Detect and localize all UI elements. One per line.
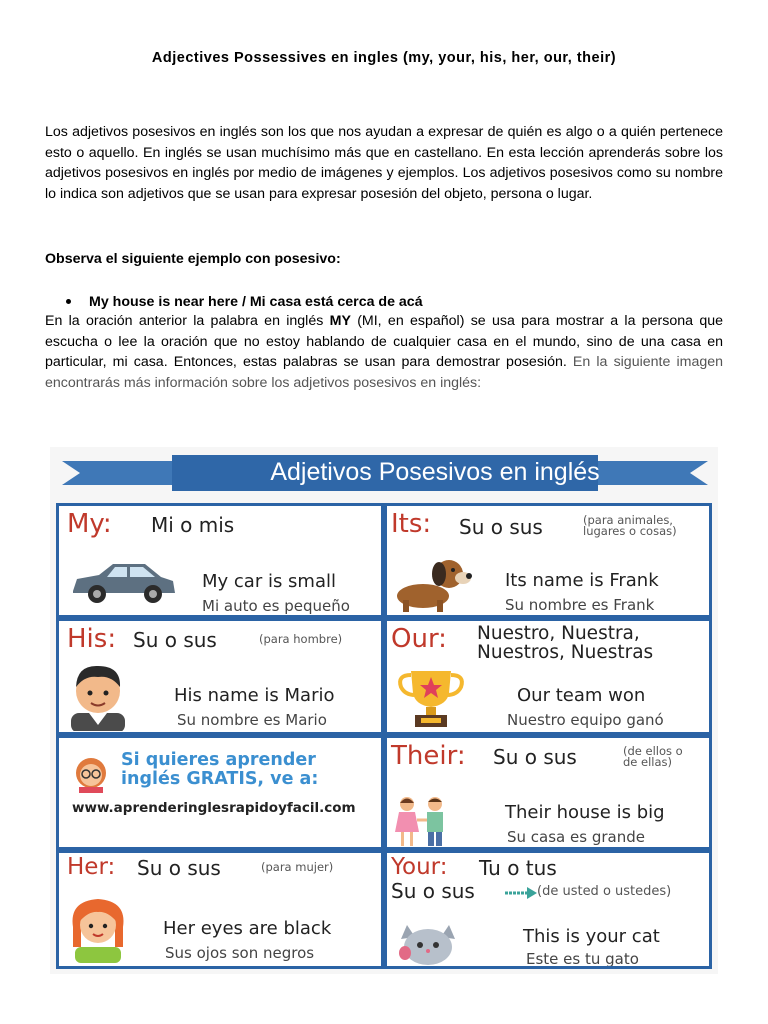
meaning-its: Su o sus (459, 515, 543, 539)
explanation-paragraph (45, 311, 723, 393)
example-our: Our team won (517, 685, 646, 706)
car-icon (69, 559, 179, 609)
pronoun-his: His: (67, 624, 117, 654)
banner-title: Adjetivos Posesivos en inglés (270, 458, 600, 486)
meaning-her: Su o sus (137, 856, 221, 880)
cell-your (387, 853, 709, 966)
cat-icon (393, 919, 463, 965)
note-its-2: lugares o cosas) (583, 524, 677, 538)
pronoun-your: Your: (391, 854, 448, 880)
dog-icon (391, 558, 477, 614)
pronoun-my: My: (67, 509, 112, 539)
couple-icon (389, 794, 455, 847)
meaning-your: Tu o tus (479, 856, 557, 880)
arrow-icon (505, 887, 537, 899)
explanation-text-1: En la oración anterior la palabra en inglés (45, 313, 330, 329)
bullet-dot (66, 299, 71, 304)
explanation-text-3: En la siguiente imagen encontrarás más información sobre los adjetivos posesivos en inglés: (45, 354, 724, 391)
cell-his (59, 621, 381, 732)
translation-my: Mi auto es pequeño (202, 597, 350, 615)
possessive-adjectives-infographic (50, 447, 718, 974)
promo-line-1: Si quieres aprender (121, 750, 316, 770)
bullet-text: My house is near here / Mi casa está cerca de acá (89, 294, 423, 310)
meaning-their: Su o sus (493, 745, 577, 769)
intro-paragraph: Los adjetivos posesivos en inglés son los que nos ayudan a expresar de quién es algo o a quién pertenece esto o aquello. En inglés se usan muchísimo más que en castellano. En esta lección aprenderás sobre los adjetivos posesivos en inglés por medio de imágenes y ejemplos. Los adjetivos posesivos como su nombre lo indica son adjetivos que se usan para expresar posesión del objeto, persona o lugar. (45, 124, 723, 202)
trophy-icon (395, 667, 467, 729)
note-her: (para mujer) (261, 860, 334, 874)
pronoun-their: Their: (391, 741, 466, 771)
cell-its (387, 506, 709, 615)
example-bullet (66, 294, 423, 310)
pronoun-its: Its: (391, 509, 432, 539)
note-his: (para hombre) (259, 632, 343, 646)
example-her: Her eyes are black (163, 918, 332, 939)
meaning-his: Su o sus (133, 628, 217, 652)
translation-our: Nuestro equipo ganó (507, 711, 664, 729)
meaning-my: Mi o mis (151, 513, 235, 537)
explanation-text-2: (MI, en español) se usa para mostrar a la persona que escucha o lee la oración que no estoy hablando de cualquier casa en el mundo, sino de una casa en particular, mi casa. Entonces, estas palabras se usan para demostrar posesión. (45, 313, 723, 370)
promo-url[interactable]: www.aprenderinglesrapidoyfacil.com (72, 800, 356, 816)
note-their-2: de ellas) (623, 755, 673, 769)
cell-her (59, 853, 381, 966)
example-its: Its name is Frank (505, 570, 659, 591)
example-my: My car is small (202, 571, 336, 592)
document-title: Adjectives Possessives en ingles (my, your, his, her, our, their) (151, 50, 617, 66)
note-its-1: (para animales, (583, 513, 673, 527)
meaning-your-2: Su o sus (391, 879, 475, 903)
example-your: This is your cat (523, 926, 660, 947)
pronoun-our: Our: (391, 624, 447, 654)
cell-their (387, 738, 709, 847)
cell-my (59, 506, 381, 615)
translation-her: Sus ojos son negros (165, 944, 315, 962)
translation-its: Su nombre es Frank (505, 596, 655, 614)
infographic-grid (56, 503, 712, 969)
girl-glasses-icon (71, 753, 111, 793)
meaning-our-1: Nuestro, Nuestra, (477, 623, 640, 644)
redhead-girl-icon (65, 893, 131, 963)
cell-our (387, 621, 709, 732)
cell-promo (59, 738, 381, 847)
meaning-our-2: Nuestros, Nuestras (477, 642, 654, 663)
note-your: (de usted o ustedes) (537, 884, 672, 899)
explanation-my: MY (329, 313, 351, 329)
promo-line-2: inglés GRATIS, ve a: (121, 769, 319, 789)
example-heading: Observa el siguiente ejemplo con posesivo: (45, 251, 341, 267)
note-their-1: (de ellos o (623, 744, 683, 758)
boy-icon (65, 661, 131, 731)
translation-his: Su nombre es Mario (177, 711, 327, 729)
example-his: His name is Mario (174, 685, 335, 706)
translation-your: Este es tu gato (526, 950, 639, 966)
example-their: Their house is big (505, 802, 665, 823)
pronoun-her: Her: (67, 854, 116, 880)
translation-their: Su casa es grande (507, 828, 645, 846)
